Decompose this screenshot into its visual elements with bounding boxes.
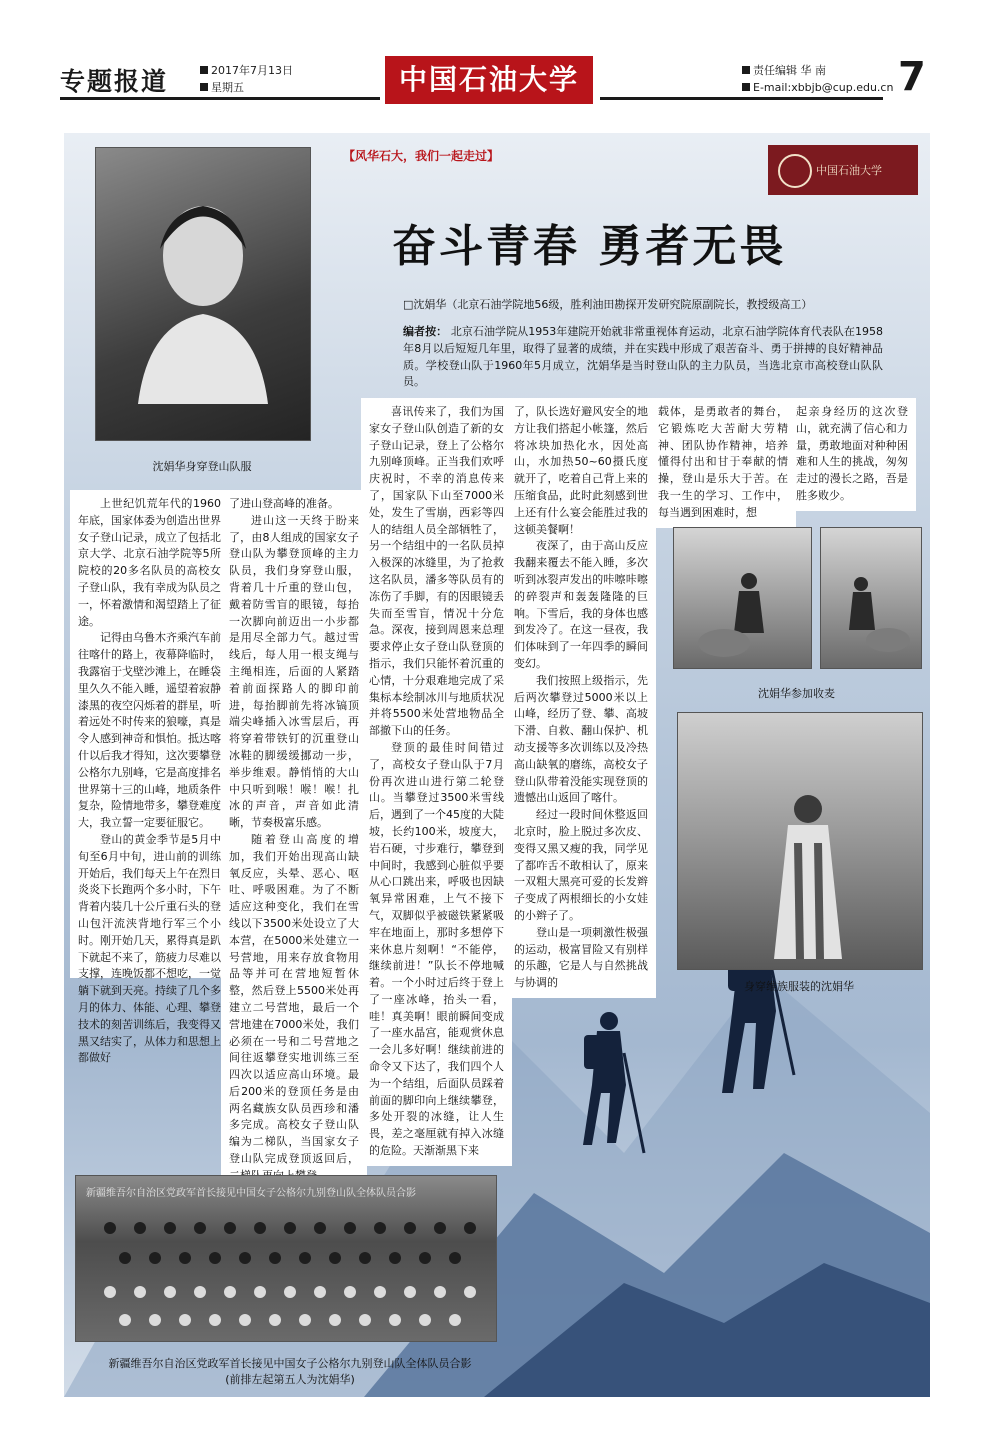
article-byline: □沈娟华（北京石油学院地56级，胜利油田勘探开发研究院原副院长，教授级高工） — [403, 298, 813, 311]
group-people-icon — [90, 1216, 482, 1334]
body-column-2 — [221, 490, 367, 1191]
uyghur-dress-photo — [677, 712, 923, 970]
editor-note-text: 北京石油学院从1953年建院开始就非常重视体育运动，北京石油学院体育代表队在1958年8月以后短短几年里，取得了显著的成绩，并在实践中形成了艰苦奋斗、勇于拼搏的良好精神品质。学校登山队于1960年5月成立，沈娟华是当时登山队的主力队员，当选北京市高校登山队队员。 — [403, 325, 883, 389]
column-tagline: 【风华石大，我们一起走过】 — [343, 149, 500, 163]
uyghur-dress-caption: 身穿维族服装的沈娟华 — [744, 980, 854, 993]
editor-block — [742, 62, 893, 96]
editor-name: 责任编辑 华 南 — [753, 64, 826, 77]
portrait-caption: 沈娟华身穿登山队服 — [152, 460, 252, 473]
university-stamp — [768, 145, 918, 195]
body-column-6 — [788, 398, 916, 511]
paragraph: 登山是一项刺激性极强的运动，极富冒险又有别样的乐趣，它是人与自然挑战与协调的 — [514, 925, 648, 990]
group-photo — [75, 1175, 497, 1342]
portrait-photo — [95, 147, 311, 441]
paragraph: 了，队长选好避风安全的地方让我们搭起小帐篷，然后将冰块加热化水，因处高山，水加热50~60摄氏度就开了，吃着自己背上来的压缩食品，此时此刻感到世上还有什么宴会能胜过我的这顿美餐啊！ — [514, 405, 648, 536]
paragraph: 夜深了，由于高山反应我翻来覆去不能入睡，多次听到冰裂声发出的咔嚓咔嚓的碎裂声和轰轰隆隆的巨响。下雪后，我的身体也感到发冷了。在这一昼夜，我们体味到了一年四季的瞬间变幻。 — [514, 539, 648, 670]
body-column-5 — [650, 398, 796, 528]
paragraph: 喜讯传来了，我们为国家女子登山队创造了新的女子登山记录，登上了公格尔九别峰顶峰。正当我们欢呼庆祝时，不幸的消息传来了，国家队下山至7000米处，发生了雪崩，西彩等四人的结组人员全部牺牲了，另一个结组中的一名队员掉入极深的冰缝里，为了抢救这名队员，潘多等队员有的冻伤了手脚，有的因眼镜丢失而至雪盲，情况十分危急。深夜，接到周恩来总理要求停止女子登山队登顶的指示，我们只能怀着沉重的心情，十分艰难地完成了采集标本绘制冰川与地质状况并将5500米处营地物品全部撤下山的任务。 — [369, 405, 504, 738]
person-standing-icon — [758, 783, 858, 963]
article-title: 奋斗青春 勇者无畏 — [392, 221, 787, 272]
paragraph: 随着登山高度的增加，我们开始出现高山缺氧反应，头晕、恶心、呕吐、呼吸困难。为了不断适应这种变化，我们在雪线以下3500米处设立了大本营，在5000米处建立一号营地，用来存放食物用品等并可在营地短暂休整，然后登上5500米处再建立二号营地，最后一个营地建在7000米处，我们必须在一号和二号营地之间往返攀登实地训练三至四次以适应高山环境。最后200米的登顶任务是由两名藏族女队员西珍和潘多完成。高校女子登山队编为二梯队，当国家女子登山队完成登顶返回后， — [229, 832, 359, 1166]
paragraph: 起亲身经历的这次登山，就充满了信心和力量，勇敢地面对种种困难和人生的挑战，匆匆走过的漫长之路，吾是胜多败少。 — [796, 405, 908, 502]
paragraph: 登山的黄金季节是5月中旬至6月中旬，进山前的训练开始后，我们每天上午在烈日炎炎下长跑两个多小时，下午背着内装几十公斤重石头的登山包汗流浃背地行军三个小时。刚开始几天，累得真是趴下就起不来了，筋疲力尽难以支撑，连晚饭都不想吃，一觉躺下就到天亮。持续了几个多月的体力、体能、心理、攀登技术的刻苦训练后，我变得又黑又结实了，从体力和思想上都做好 — [78, 832, 221, 1065]
stamp-text: 中国石油大学 — [816, 164, 882, 177]
issue-date: 2017年7月13日 — [211, 64, 293, 77]
wheat-harvest-icon — [694, 563, 794, 663]
paragraph: 上世纪饥荒年代的1960年底，国家体委为创造出世界女子登山记录，成立了包括北京大学、北京石油学院等5所院校的20多名队员的高校女子登山队，我有幸成为队员之一，怀着激情和渴望踏上了征途。 — [78, 497, 221, 628]
paragraph: 进山这一天终于盼来了，由8人组成的国家女子登山队为攀登顶峰的主力队员，我们身穿登山服，背着几十斤重的登山包，戴着防雪盲的眼镜，每抬一次脚向前迈出一小步都是用尽全部力气。越过雪线后，每人用一根支绳与主绳相连，后面的人紧踏着前面探路人的脚印前进，每抬脚前先将冰镐顶端尖峰插入冰雪层后，再将穿着带铁钉的沉重登山冰鞋的脚缓缓挪动一步，举步维艰。静悄悄的大山中只听到喉！喉！喉！扎冰的声音，声音如此清晰，节奏极富乐感。 — [229, 513, 359, 830]
paragraph: 载体，是勇敢者的舞台，它锻炼吃大苦耐大劳精神、团队协作精神，培养懂得付出和甘于奉献的情操，登山是乐大于苦。在我一生的学习、工作中，每当遇到困难时，想 — [658, 405, 788, 519]
paragraph: 了进山登高峰的准备。 — [229, 497, 339, 510]
group-caption-line-2: (前排左起第五人为沈娟华) — [225, 1373, 355, 1386]
body-column-3 — [361, 398, 512, 1166]
harvest-photo-left — [673, 527, 812, 669]
header-rule-left — [60, 97, 380, 100]
header-rule-right — [600, 97, 883, 100]
page-number: 7 — [898, 54, 926, 100]
paragraph: 登顶的最佳时间错过了，高校女子登山队于7月份再次进山进行第二轮登山。当攀登过3500米雪线后，遇到了一个45度的大陡坡，长约100米，坡度大，岩石硬，寸步难行，攀登到中间时，我感到心脏似乎要从心口跳出来，呼吸也因缺氧异常困难，上气不接下气，双脚似乎被磁铁紧紧吸牢在地面上，那时多想停下来休息片刻啊！“不能停，继续前进！”队长不停地喊着。一个小时过后终于登上了一座冰峰，抬头一看，哇！真美啊！眼前瞬间变成了一座水晶宫，能观赏休息一会儿多好啊！继续前进的命令又下达了，我们四个人为一个结组，后面队员踩着前面的脚印向上继续攀登，多处开裂的冰缝，让人生畏，差之毫厘就有掉入冰缝的危险。天渐渐黑下来 — [369, 740, 504, 1158]
wheat-harvest-icon — [833, 568, 913, 658]
university-emblem-icon — [778, 154, 812, 188]
issue-weekday: 星期五 — [211, 81, 244, 94]
editor-note — [403, 324, 883, 391]
editor-email: E-mail:xbbjb@cup.edu.cn — [753, 81, 894, 94]
group-caption-line-1: 新疆维吾尔自治区党政军首长接见中国女子公格尔九别登山队全体队员合影 — [108, 1357, 472, 1370]
body-column-1 — [70, 490, 229, 1065]
harvest-photo-right — [820, 527, 922, 669]
harvest-caption: 沈娟华参加收麦 — [758, 687, 835, 700]
paragraph: 记得由乌鲁木齐乘汽车前往喀什的路上，夜幕降临时，我露宿于戈壁沙滩上，在睡袋里久久不能入睡，遥望着寂静漆黑的夜空闪烁着的群星，听着远处不时传来的狼嚎，真是令人感到神奇和惧怕。抵达喀什以后我才得知，这次要攀登公格尔九别峰，它是高度排名世界第十三的山峰，地质条件复杂，险情地带多，攀登难度大，我立誓一定要征服它。 — [78, 631, 221, 830]
paragraph: 我们按照上级指示，先后两次攀登过5000米以上山峰，经历了登、攀、高坡下滑、自救、翻山保护、机动支援等多次训练以及冷热高山缺氧的磨练，高校女子登山队带着没能实现登顶的遗憾出山返回了喀什。 — [514, 673, 648, 805]
person-portrait-icon — [138, 194, 268, 404]
group-photo-banner: 新疆维吾尔自治区党政军首长接见中国女子公格尔九别登山队全体队员合影 — [86, 1188, 416, 1199]
editor-note-label: 编者按： — [403, 325, 448, 338]
body-column-4 — [506, 398, 656, 998]
paragraph: 经过一段时间休整返回北京时，脸上脱过多次皮、变得又黑又瘦的我，同学见了都咋舌不敢相认了，原来一双粗大黑亮可爱的长发辫子变成了两根细长的小女娃的小辫子了。 — [514, 808, 648, 922]
section-title: 专题报道 — [60, 67, 169, 96]
newspaper-logo: 中国石油大学 — [385, 56, 593, 104]
group-photo-caption — [75, 1355, 505, 1387]
issue-date-block — [200, 62, 293, 96]
